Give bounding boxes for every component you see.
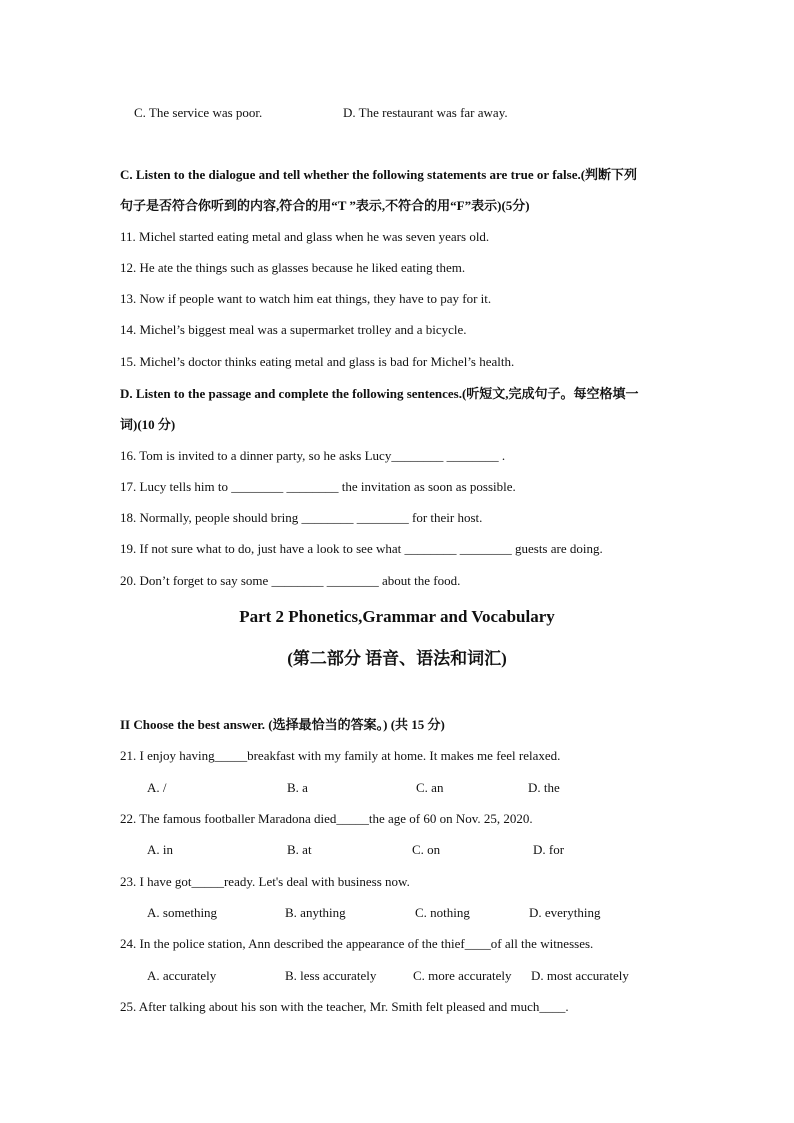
q24-option-a: A. accurately: [147, 968, 217, 983]
part2-title: Part 2 Phonetics,Grammar and Vocabulary: [239, 607, 555, 626]
section-c-heading-line1: C. Listen to the dialogue and tell whether the following statements are true or false.(判断下列: [120, 167, 638, 182]
question-13: 13. Now if people want to watch him eat things, they have to pay for it.: [120, 291, 492, 306]
question-16: 16. Tom is invited to a dinner party, so he asks Lucy________ ________ .: [120, 448, 506, 463]
question-18: 18. Normally, people should bring ________ ________ for their host.: [120, 510, 483, 525]
question-24: 24. In the police station, Ann described the appearance of the thief____of all the witnesses.: [120, 936, 594, 951]
q21-option-a: A. /: [147, 780, 167, 795]
question-12: 12. He ate the things such as glasses because he liked eating them.: [120, 260, 466, 275]
question-14: 14. Michel’s biggest meal was a supermarket trolley and a bicycle.: [120, 322, 467, 337]
question-15: 15. Michel’s doctor thinks eating metal and glass is bad for Michel’s health.: [120, 354, 515, 369]
question-21: 21. I enjoy having_____breakfast with my family at home. It makes me feel relaxed.: [120, 748, 561, 763]
question-20: 20. Don’t forget to say some ________ ________ about the food.: [120, 573, 461, 588]
question-22: 22. The famous footballer Maradona died_____the age of 60 on Nov. 25, 2020.: [120, 811, 533, 826]
part2-subtitle: (第二部分 语音、语法和词汇): [287, 649, 507, 668]
q22-option-c: C. on: [412, 842, 441, 857]
question-11: 11. Michel started eating metal and glass when he was seven years old.: [120, 229, 490, 244]
q24-option-b: B. less accurately: [285, 968, 377, 983]
option-c-service-poor: C. The service was poor.: [134, 105, 263, 120]
q21-option-c: C. an: [416, 780, 444, 795]
section-ii-heading: II Choose the best answer. (选择最恰当的答案。) (共 15 分): [120, 717, 445, 732]
section-c-heading-line2: 句子是否符合你听到的内容,符合的用“T ”表示,不符合的用“F”表示)(5分): [120, 198, 530, 213]
q22-option-a: A. in: [147, 842, 173, 857]
q21-option-b: B. a: [287, 780, 308, 795]
section-d-heading-line1: D. Listen to the passage and complete the following sentences.(听短文,完成句子。每空格填一: [120, 386, 639, 401]
q24-option-d: D. most accurately: [531, 968, 629, 983]
q23-option-d: D. everything: [529, 905, 601, 920]
question-19: 19. If not sure what to do, just have a look to see what ________ ________ guests are doing.: [120, 541, 603, 556]
question-17: 17. Lucy tells him to ________ ________ the invitation as soon as possible.: [120, 479, 516, 494]
section-d-heading-line2: 词)(10 分): [120, 417, 176, 432]
q22-option-b: B. at: [287, 842, 312, 857]
q23-option-a: A. something: [147, 905, 218, 920]
option-d-restaurant-far: D. The restaurant was far away.: [343, 105, 508, 120]
q24-option-c: C. more accurately: [413, 968, 512, 983]
q21-option-d: D. the: [528, 780, 560, 795]
question-25: 25. After talking about his son with the teacher, Mr. Smith felt pleased and much____.: [120, 999, 569, 1014]
q23-option-c: C. nothing: [415, 905, 470, 920]
q22-option-d: D. for: [533, 842, 565, 857]
q23-option-b: B. anything: [285, 905, 346, 920]
question-23: 23. I have got_____ready. Let's deal with business now.: [120, 874, 410, 889]
